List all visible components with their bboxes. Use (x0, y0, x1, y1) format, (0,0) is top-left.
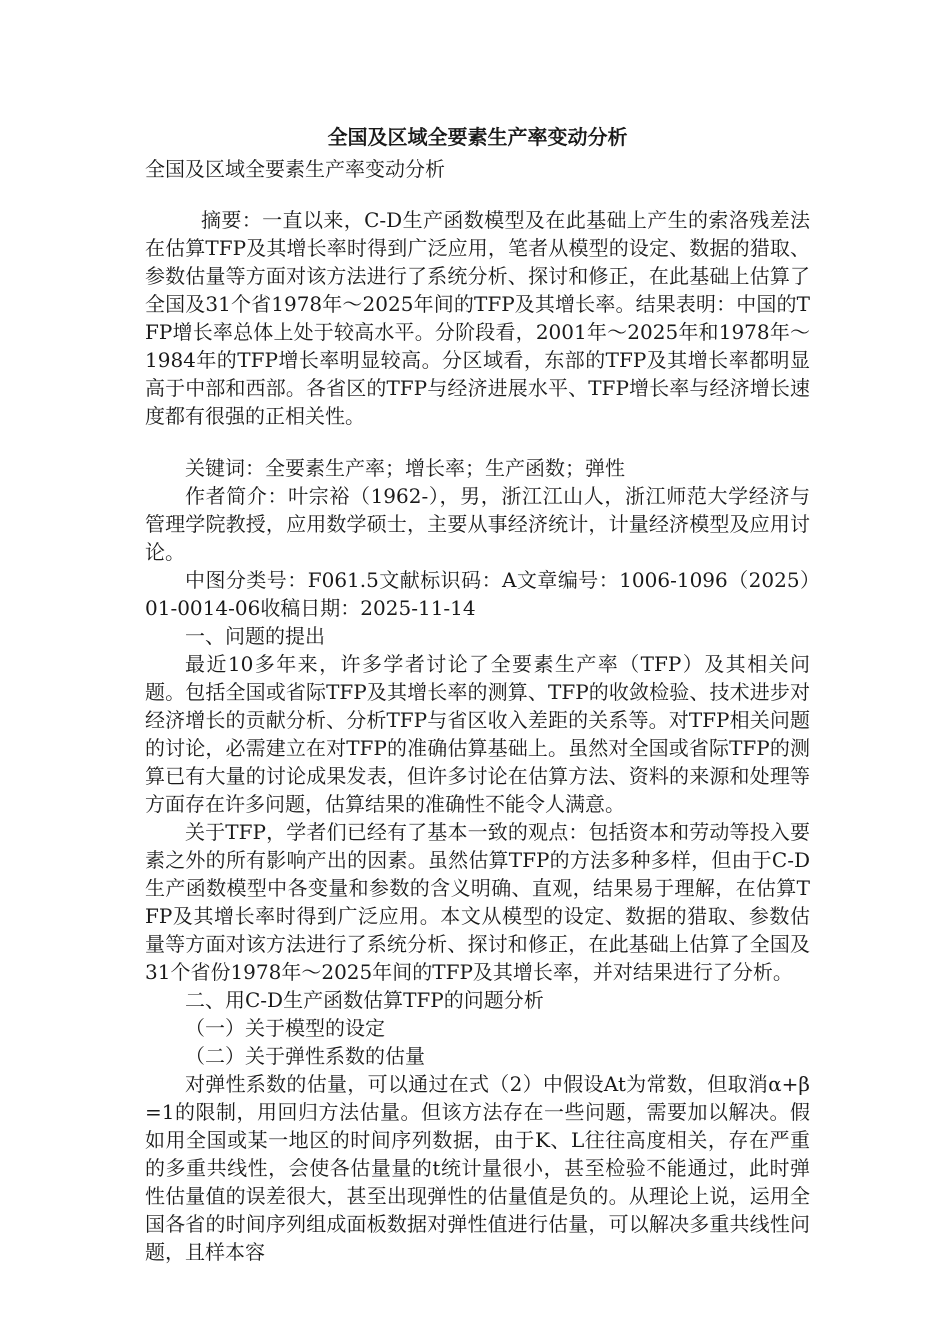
classification-paragraph: 中图分类号：F061.5文献标识码：A文章编号：1006-1096（2025）01-0014-06收稿日期：2025-11-14 (145, 568, 810, 620)
subsection-2-heading: （二）关于弹性系数的估量 (185, 1044, 425, 1068)
section-1-heading: 一、问题的提出 (185, 624, 325, 648)
keywords-line: 关键词：全要素生产率；增长率；生产函数；弹性 (185, 456, 625, 480)
section-1-paragraph-1: 最近10多年来，许多学者讨论了全要素生产率（TFP）及其相关问题。包括全国或省际TFP及其增长率的测算、TFP的收敛检验、技术进步对经济增长的贡献分析、分析TFP与省区收入差距的关系等。对TFP相关问题的讨论，必需建立在对TFP的准确估算基础上。虽然对全国或省际TFP的测算已有大量的讨论成果发表，但许多讨论在估算方法、资料的来源和处理等方面存在许多问题，估算结果的准确性不能令人满意。 (145, 652, 810, 816)
document-subtitle: 全国及区域全要素生产率变动分析 (145, 157, 445, 181)
document-page (145, 120, 810, 1266)
section-1-paragraph-2: 关于TFP，学者们已经有了基本一致的观点：包括资本和劳动等投入要素之外的所有影响产出的因素。虽然估算TFP的方法多种多样，但由于C-D生产函数模型中各变量和参数的含义明确、直观，结果易于理解，在估算TFP及其增长率时得到广泛应用。本文从模型的设定、数据的猎取、参数估量等方面对该方法进行了系统分析、探讨和修正，在此基础上估算了全国及31个省份1978年～2025年间的TFP及其增长率，并对结果进行了分析。 (145, 820, 810, 984)
section-2-paragraph-1: 对弹性系数的估量，可以通过在式（2）中假设At为常数，但取消α+β=1的限制，用回归方法估量。但该方法存在一些问题，需要加以解决。假如用全国或某一地区的时间序列数据，由于K、L往往高度相关，存在严重的多重共线性，会使各估量量的t统计量很小，甚至检验不能通过，此时弹性估量值的误差很大，甚至出现弹性的估量值是负的。从理论上说，运用全国各省的时间序列组成面板数据对弹性值进行估量，可以解决多重共线性问题，且样本容 (145, 1072, 810, 1264)
document-title: 全国及区域全要素生产率变动分析 (327, 125, 628, 149)
author-intro-paragraph: 作者简介：叶宗裕（1962-），男，浙江江山人，浙江师范大学经济与管理学院教授，应用数学硕士，主要从事经济统计，计量经济模型及应用讨论。 (145, 484, 810, 564)
subsection-1-heading: （一）关于模型的设定 (185, 1016, 385, 1040)
section-2-heading: 二、用C-D生产函数估算TFP的问题分析 (185, 988, 544, 1012)
abstract-paragraph: 摘要：一直以来，C-D生产函数模型及在此基础上产生的索洛残差法在估算TFP及其增长率时得到广泛应用，笔者从模型的设定、数据的猎取、参数估量等方面对该方法进行了系统分析、探讨和修正，在此基础上估算了全国及31个省1978年～2025年间的TFP及其增长率。结果表明：中国的TFP增长率总体上处于较高水平。分阶段看，2001年～2025年和1978年～1984年的TFP增长率明显较高。分区域看，东部的TFP及其增长率都明显高于中部和西部。各省区的TFP与经济进展水平、TFP增长率与经济增长速度都有很强的正相关性。 (145, 208, 810, 428)
